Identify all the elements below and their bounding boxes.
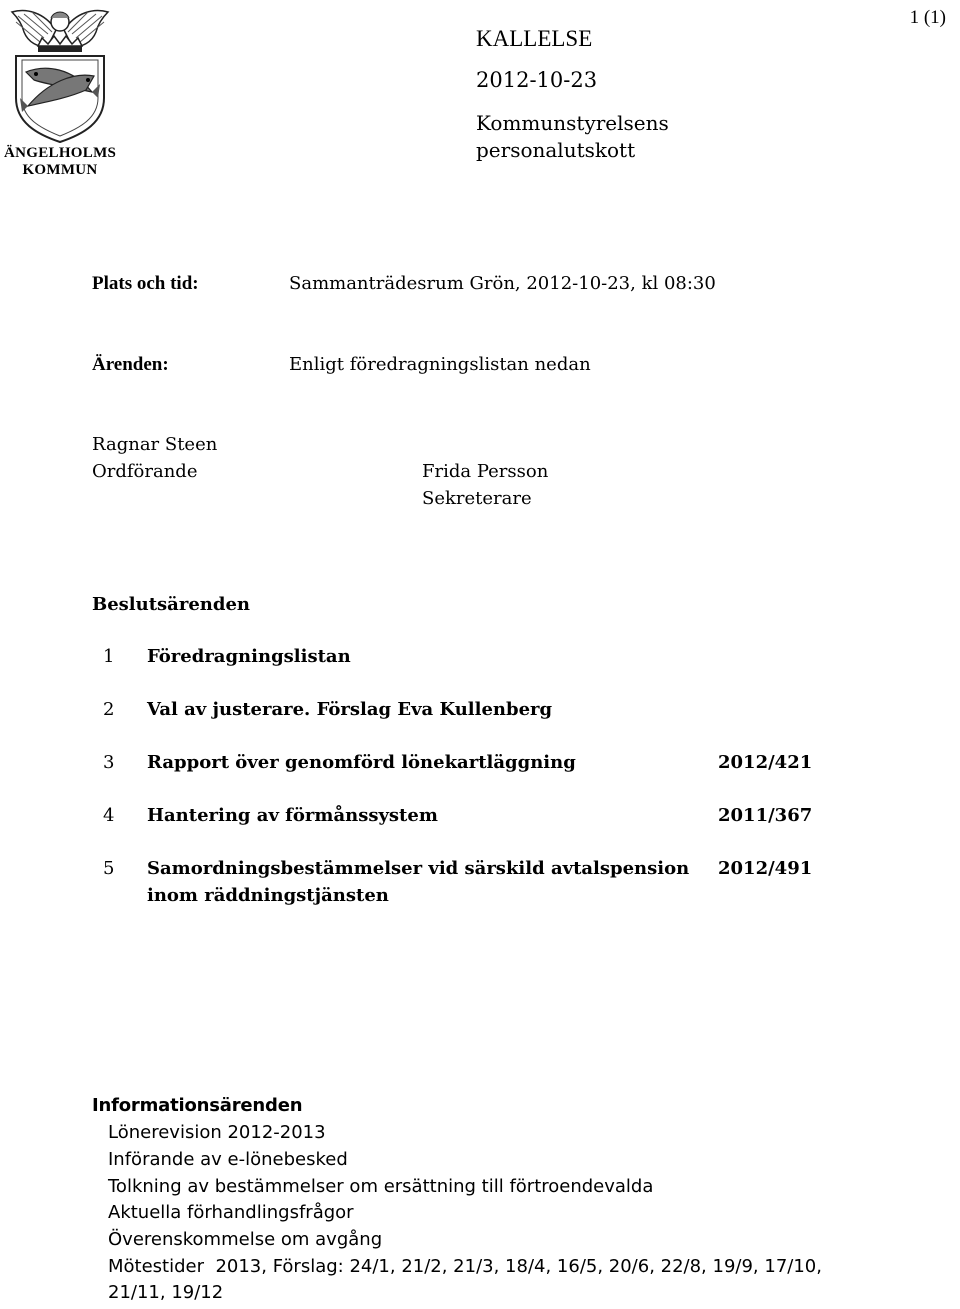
info-item: Överenskommelse om avgång	[108, 1229, 383, 1250]
item-title: Rapport över genomförd lönekartläggning	[147, 752, 576, 773]
item-case-number: 2012/491	[718, 858, 813, 879]
item-case-number: 2012/421	[718, 752, 813, 773]
info-items-heading: Informationsärenden	[92, 1095, 303, 1116]
secretary-name: Frida Persson	[422, 461, 549, 482]
chair-role: Ordförande	[92, 461, 198, 482]
item-title: Samordningsbestämmelser vid särskild avtalspension	[147, 858, 690, 879]
info-item: Aktuella förhandlingsfrågor	[108, 1202, 354, 1223]
info-item: Lönerevision 2012-2013	[108, 1122, 326, 1143]
place-time-value: Sammanträdesrum Grön, 2012-10-23, kl 08:30	[289, 273, 716, 294]
item-title-continuation: inom räddningstjänsten	[147, 885, 389, 906]
info-item: Införande av e-lönebesked	[108, 1149, 348, 1170]
secretary-role: Sekreterare	[422, 488, 532, 509]
matters-label: Ärenden:	[92, 354, 169, 375]
committee-name-line2: personalutskott	[476, 138, 636, 162]
matters-value: Enligt föredragningslistan nedan	[289, 354, 591, 375]
decision-items-heading: Beslutsärenden	[92, 594, 250, 615]
item-title: Val av justerare. Förslag Eva Kullenberg	[147, 699, 553, 720]
document-type: KALLELSE	[476, 26, 593, 51]
item-number: 2	[103, 699, 115, 720]
item-title: Hantering av förmånssystem	[147, 805, 438, 826]
chair-name: Ragnar Steen	[92, 434, 218, 455]
item-title: Föredragningslistan	[147, 646, 351, 667]
logo-text-line1: ÄNGELHOLMS	[4, 145, 117, 161]
item-number: 3	[103, 752, 115, 773]
item-number: 1	[103, 646, 115, 667]
place-time-label: Plats och tid:	[92, 273, 199, 294]
info-item-continuation: 21/11, 19/12	[108, 1282, 224, 1303]
committee-name-line1: Kommunstyrelsens	[476, 111, 669, 135]
coat-of-arms-icon	[4, 2, 116, 144]
info-item: Mötestider 2013, Förslag: 24/1, 21/2, 21/3, 18/4, 16/5, 20/6, 22/8, 19/9, 17/10,	[108, 1256, 822, 1277]
logo-text-line2: KOMMUN	[22, 162, 98, 178]
item-number: 4	[103, 805, 115, 826]
item-number: 5	[103, 858, 115, 879]
municipality-logo	[4, 2, 116, 180]
page-number: 1 (1)	[909, 7, 946, 28]
info-item: Tolkning av bestämmelser om ersättning till förtroendevalda	[108, 1176, 654, 1197]
item-case-number: 2011/367	[718, 805, 813, 826]
document-date: 2012-10-23	[476, 68, 598, 92]
